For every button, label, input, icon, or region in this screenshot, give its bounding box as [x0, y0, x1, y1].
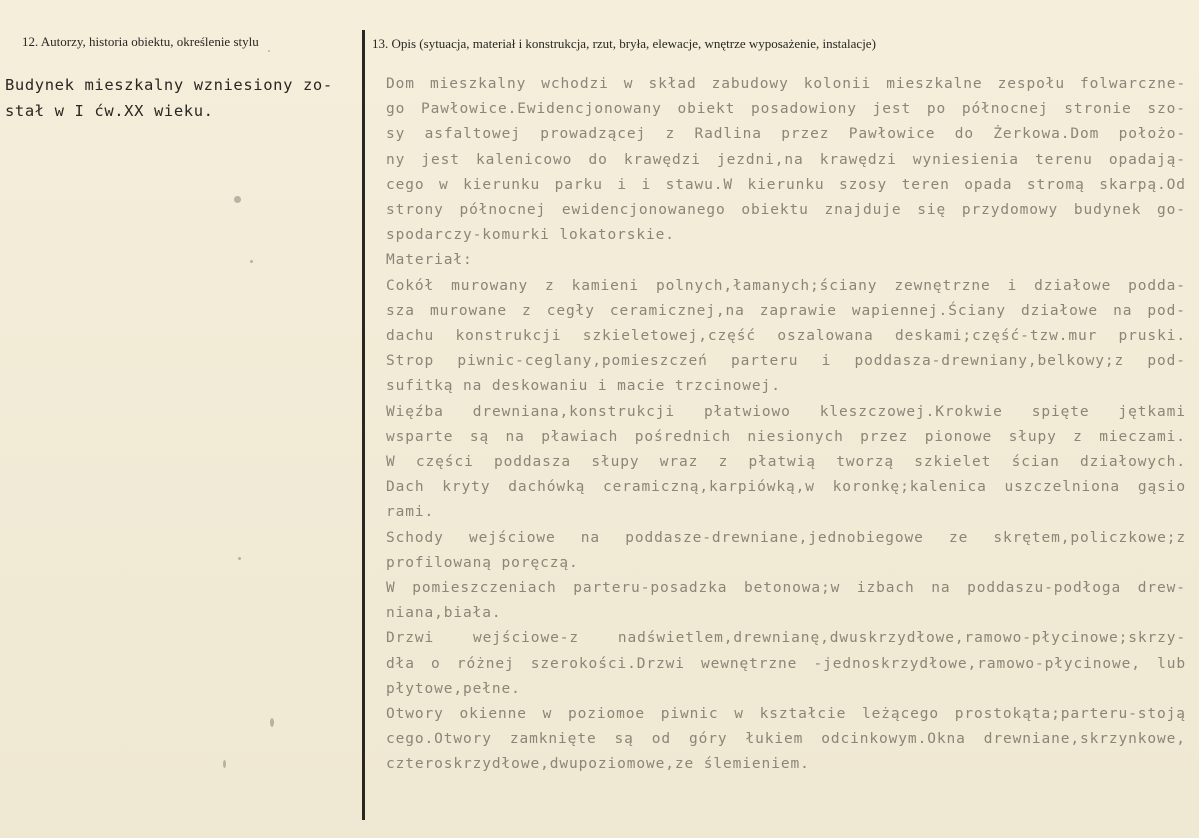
- text-word: kształcie: [759, 706, 847, 723]
- text-word: działowe: [1021, 302, 1099, 319]
- text-word: drewniana,konstrukcji: [472, 403, 676, 420]
- text-word: stawu.W: [665, 176, 733, 193]
- text-word: skład: [648, 76, 697, 92]
- text-word: stronie: [1064, 101, 1132, 118]
- text-word: -jednoskrzydłowe,ramowo-płycinowe,: [813, 655, 1141, 672]
- text-word: Otwory: [386, 706, 444, 723]
- text-word: do: [954, 126, 974, 143]
- text-word: cego.Otwory: [386, 731, 492, 748]
- text-line: [386, 198, 1186, 223]
- text-line: [386, 702, 1186, 727]
- text-word: uszczelniona: [1004, 479, 1121, 496]
- paper-speck: [250, 260, 253, 263]
- section-13-header: 13. Opis (sytuacja, materiał i konstrukcja, rzut, bryła, elewacje, wnętrze wyposażenie, instalacje): [372, 36, 876, 51]
- text-word: piwnic-ceglany,pomieszczeń: [457, 353, 708, 370]
- text-word: wewnętrzne: [701, 655, 798, 672]
- text-word: płatwiowo: [704, 403, 791, 420]
- text-word: pławiach: [541, 428, 619, 445]
- text-word: Strop: [386, 353, 435, 370]
- text-word: oszalowana: [777, 328, 874, 345]
- text-word: wejściowe-z: [473, 630, 579, 647]
- text-word: Dom: [386, 76, 415, 92]
- text-word: poddasze-drewniane,jednobiegowe: [625, 529, 924, 546]
- text-line: [386, 727, 1186, 752]
- text-word: folwarczne-: [1080, 76, 1186, 92]
- text-word: tworzą: [836, 454, 894, 471]
- text-word: mieszkalne: [886, 76, 983, 92]
- section-13-text: [386, 72, 1186, 778]
- text-word: działowych.: [1080, 454, 1186, 471]
- text-word: leżącego: [862, 706, 940, 723]
- text-word: sza: [386, 302, 415, 319]
- authors-history-section: [0, 0, 360, 838]
- text-line: stał w I ćw.XX wieku.: [5, 102, 214, 120]
- text-line: rami.: [386, 504, 435, 521]
- text-word: skarpą.Od: [1099, 176, 1186, 193]
- text-word: położo-: [1118, 126, 1186, 143]
- text-word: ścian: [1011, 454, 1060, 471]
- text-word: koronkę;kalenica: [832, 479, 987, 496]
- text-word: są: [614, 731, 634, 748]
- text-word: lub: [1157, 655, 1186, 672]
- text-word: W: [386, 454, 396, 471]
- text-line: [386, 299, 1186, 324]
- text-word: pod-: [1147, 353, 1186, 370]
- text-word: z: [718, 454, 729, 471]
- text-word: jezdni,na: [716, 151, 804, 168]
- text-line: [386, 72, 1186, 97]
- text-word: piwnic: [660, 706, 719, 723]
- text-word: szosy: [839, 176, 888, 193]
- text-line: profilowaną poręczą.: [386, 554, 579, 571]
- text-word: poddaszu-podłoga: [967, 580, 1122, 597]
- text-word: góry: [689, 731, 728, 748]
- text-word: różnej: [456, 655, 515, 672]
- text-word: Schody: [386, 529, 444, 546]
- text-line: sufitką na deskowaniu i macie trzcinowej.: [386, 378, 781, 395]
- text-word: z: [522, 302, 532, 319]
- text-word: obiektu: [741, 202, 809, 219]
- text-word: na: [505, 428, 525, 445]
- text-word: mieczami.: [1099, 428, 1186, 445]
- text-word: podda-: [1128, 277, 1186, 294]
- text-word: szo-: [1147, 101, 1186, 118]
- text-word: stromą: [1026, 176, 1085, 193]
- text-word: dła: [386, 655, 415, 672]
- text-word: pod-: [1147, 302, 1186, 319]
- text-line: [386, 173, 1186, 198]
- text-line: [386, 349, 1186, 374]
- text-word: poziomoe: [568, 706, 646, 723]
- text-word: szkielet: [914, 454, 992, 471]
- text-word: cegły: [546, 302, 595, 319]
- text-word: do: [588, 151, 608, 168]
- text-word: płatwią: [748, 454, 816, 471]
- text-word: są: [469, 428, 490, 445]
- text-word: w: [542, 706, 553, 723]
- text-word: spięte: [1031, 403, 1090, 420]
- paper-speck: [223, 760, 226, 768]
- text-word: i: [641, 176, 652, 193]
- text-word: Dach: [386, 479, 425, 496]
- text-word: polnych,łamanych;ściany: [655, 277, 878, 294]
- text-word: i: [1007, 277, 1018, 294]
- text-word: pruski.: [1118, 328, 1186, 345]
- text-line: spodarczy-komurki lokatorskie.: [386, 227, 675, 244]
- text-word: w: [623, 76, 634, 92]
- text-word: krawędzi: [623, 151, 701, 168]
- text-word: skrętem,policzkowe;z: [993, 529, 1186, 546]
- text-line: [386, 475, 1186, 500]
- text-word: zewnętrzne: [894, 277, 991, 294]
- text-line: [386, 324, 1186, 349]
- paper-speck: [234, 196, 241, 203]
- paper-speck: [268, 50, 270, 52]
- text-word: wsparte: [386, 428, 454, 445]
- text-word: strony: [386, 202, 444, 219]
- text-word: izbach: [856, 580, 915, 597]
- text-word: murowany: [451, 277, 529, 294]
- text-word: na: [580, 529, 601, 546]
- text-word: przez: [781, 126, 830, 143]
- section-12-text: [5, 72, 355, 124]
- text-line: [386, 274, 1186, 299]
- text-word: zespołu: [997, 76, 1065, 92]
- text-word: po: [926, 101, 947, 118]
- text-word: wyniesienia: [912, 151, 1019, 168]
- text-word: słupy: [1008, 428, 1057, 445]
- text-word: i: [821, 353, 832, 370]
- text-word: mieszkalny: [429, 76, 527, 92]
- text-word: pionowe: [924, 428, 993, 445]
- text-word: kamieni: [571, 277, 640, 294]
- text-line: płytowe,pełne.: [386, 680, 521, 697]
- text-line: czteroskrzydłowe,dwupoziomowe,ze ślemieniem.: [386, 756, 810, 773]
- text-word: ze: [948, 529, 969, 546]
- text-line: Materiał:: [386, 252, 473, 269]
- text-word: kryty: [442, 479, 491, 496]
- text-word: dachówką: [508, 479, 586, 496]
- text-word: Pawłowice.Ewidencjonowany: [420, 101, 662, 118]
- text-word: drew-: [1137, 580, 1186, 597]
- text-word: na: [931, 580, 951, 597]
- text-word: jest: [421, 151, 460, 168]
- text-word: od: [651, 731, 672, 748]
- text-word: szerokości.Drzwi: [530, 655, 685, 672]
- text-word: odcinkowym.Okna: [821, 731, 966, 748]
- text-word: kierunku: [463, 176, 541, 193]
- text-line: [386, 400, 1186, 425]
- text-word: wapiennej.Ściany: [851, 302, 1006, 319]
- text-word: opadają-: [1108, 151, 1186, 168]
- text-word: zamknięte: [509, 731, 597, 748]
- text-word: prostokąta;parteru-stoją: [954, 706, 1186, 723]
- text-word: jest: [872, 101, 912, 118]
- description-section: [364, 0, 1199, 838]
- text-word: nadświetlem,drewnianę,dwuskrzydłowe,ramowo-płycinowe;skrzy-: [617, 630, 1186, 647]
- text-word: z: [1073, 428, 1083, 445]
- text-word: murowane: [429, 302, 507, 319]
- text-word: parku: [554, 176, 603, 193]
- text-word: parteru: [731, 353, 799, 370]
- text-word: budynek: [1073, 202, 1142, 219]
- text-word: poddasza-drewniany,belkowy;z: [854, 353, 1125, 370]
- text-word: opada: [964, 176, 1013, 193]
- text-word: jętkami: [1118, 403, 1186, 420]
- text-word: wchodzi: [541, 76, 609, 92]
- text-word: asfaltowej: [424, 126, 521, 143]
- text-word: łukiem: [745, 731, 804, 748]
- text-word: o: [431, 655, 441, 672]
- text-word: północnej: [961, 101, 1049, 118]
- text-word: pośrednich: [634, 428, 731, 445]
- text-line: niana,biała.: [386, 605, 502, 622]
- section-12-header: 12. Autorzy, historia obiektu, określenie stylu: [22, 34, 259, 49]
- text-line: [386, 450, 1186, 475]
- text-word: betonowa;w: [743, 580, 841, 597]
- text-word: wraz: [659, 454, 699, 471]
- text-word: wejściowe: [468, 529, 556, 546]
- text-word: prowadzącej: [540, 126, 647, 143]
- text-word: parteru-posadzka: [573, 580, 728, 597]
- text-word: w: [734, 706, 744, 723]
- paper-speck: [270, 718, 274, 727]
- text-word: W: [386, 580, 396, 597]
- text-word: teren: [901, 176, 950, 193]
- text-word: konstrukcji: [455, 328, 562, 345]
- text-line: [386, 425, 1186, 450]
- text-word: kalenicowo: [476, 151, 573, 168]
- text-word: zaprawie: [759, 302, 837, 319]
- text-word: ceramicznej,na: [609, 302, 745, 319]
- text-word: drewniane,skrzynkowe,: [983, 731, 1186, 748]
- text-word: posadowiony: [750, 101, 857, 118]
- text-word: go: [386, 101, 406, 118]
- text-line: Budynek mieszkalny wzniesiony zo-: [5, 76, 333, 94]
- text-word: i: [617, 176, 627, 193]
- text-word: niesionych: [747, 428, 844, 445]
- text-word: go-: [1157, 202, 1186, 219]
- text-word: części: [415, 454, 474, 471]
- text-word: cego: [386, 176, 425, 193]
- text-word: Cokół: [386, 277, 435, 294]
- text-word: się: [917, 202, 947, 219]
- text-word: przez: [860, 428, 909, 445]
- text-word: słupy: [591, 454, 640, 471]
- text-word: Radlina: [694, 126, 762, 143]
- text-word: szkieletowej,część: [582, 328, 757, 345]
- text-word: terenu: [1034, 151, 1093, 168]
- text-word: ceramiczną,karpiówką,w: [603, 479, 815, 496]
- text-word: kleszczowej.Krokwie: [819, 403, 1003, 420]
- text-word: w: [439, 176, 449, 193]
- text-word: znajduje: [824, 202, 902, 219]
- paper-speck: [238, 557, 241, 560]
- text-word: poddasza: [493, 454, 572, 471]
- text-word: gąsio: [1137, 479, 1186, 496]
- text-word: zabudowy: [711, 76, 789, 92]
- text-word: ewidencjonowanego: [561, 202, 726, 219]
- text-word: Więźba: [386, 403, 444, 420]
- text-word: krawędzi: [819, 151, 897, 168]
- text-word: na: [1113, 302, 1133, 319]
- text-line: [386, 148, 1186, 173]
- text-line: [386, 626, 1186, 651]
- text-line: [386, 576, 1186, 601]
- text-word: sy: [386, 126, 406, 143]
- text-word: z: [665, 126, 676, 143]
- text-word: Pawłowice: [848, 126, 936, 143]
- text-line: [386, 122, 1186, 147]
- text-word: z: [545, 277, 555, 294]
- text-word: kolonii: [803, 76, 872, 92]
- text-word: działowe: [1034, 277, 1112, 294]
- text-line: [386, 97, 1186, 122]
- text-line: [386, 526, 1186, 551]
- text-word: ny: [386, 151, 406, 168]
- text-word: przydomowy: [961, 202, 1059, 219]
- text-word: kierunku: [747, 176, 825, 193]
- text-word: okienne: [459, 706, 527, 723]
- text-word: północnej: [459, 202, 547, 219]
- text-word: obiekt: [677, 101, 736, 118]
- text-word: Drzwi: [386, 630, 435, 647]
- text-word: dachu: [386, 328, 435, 345]
- text-word: pomieszczeniach: [412, 580, 557, 597]
- text-word: deskami;część-tzw.mur: [895, 328, 1098, 345]
- text-word: Żerkowa.Dom: [993, 126, 1100, 143]
- text-line: [386, 652, 1186, 677]
